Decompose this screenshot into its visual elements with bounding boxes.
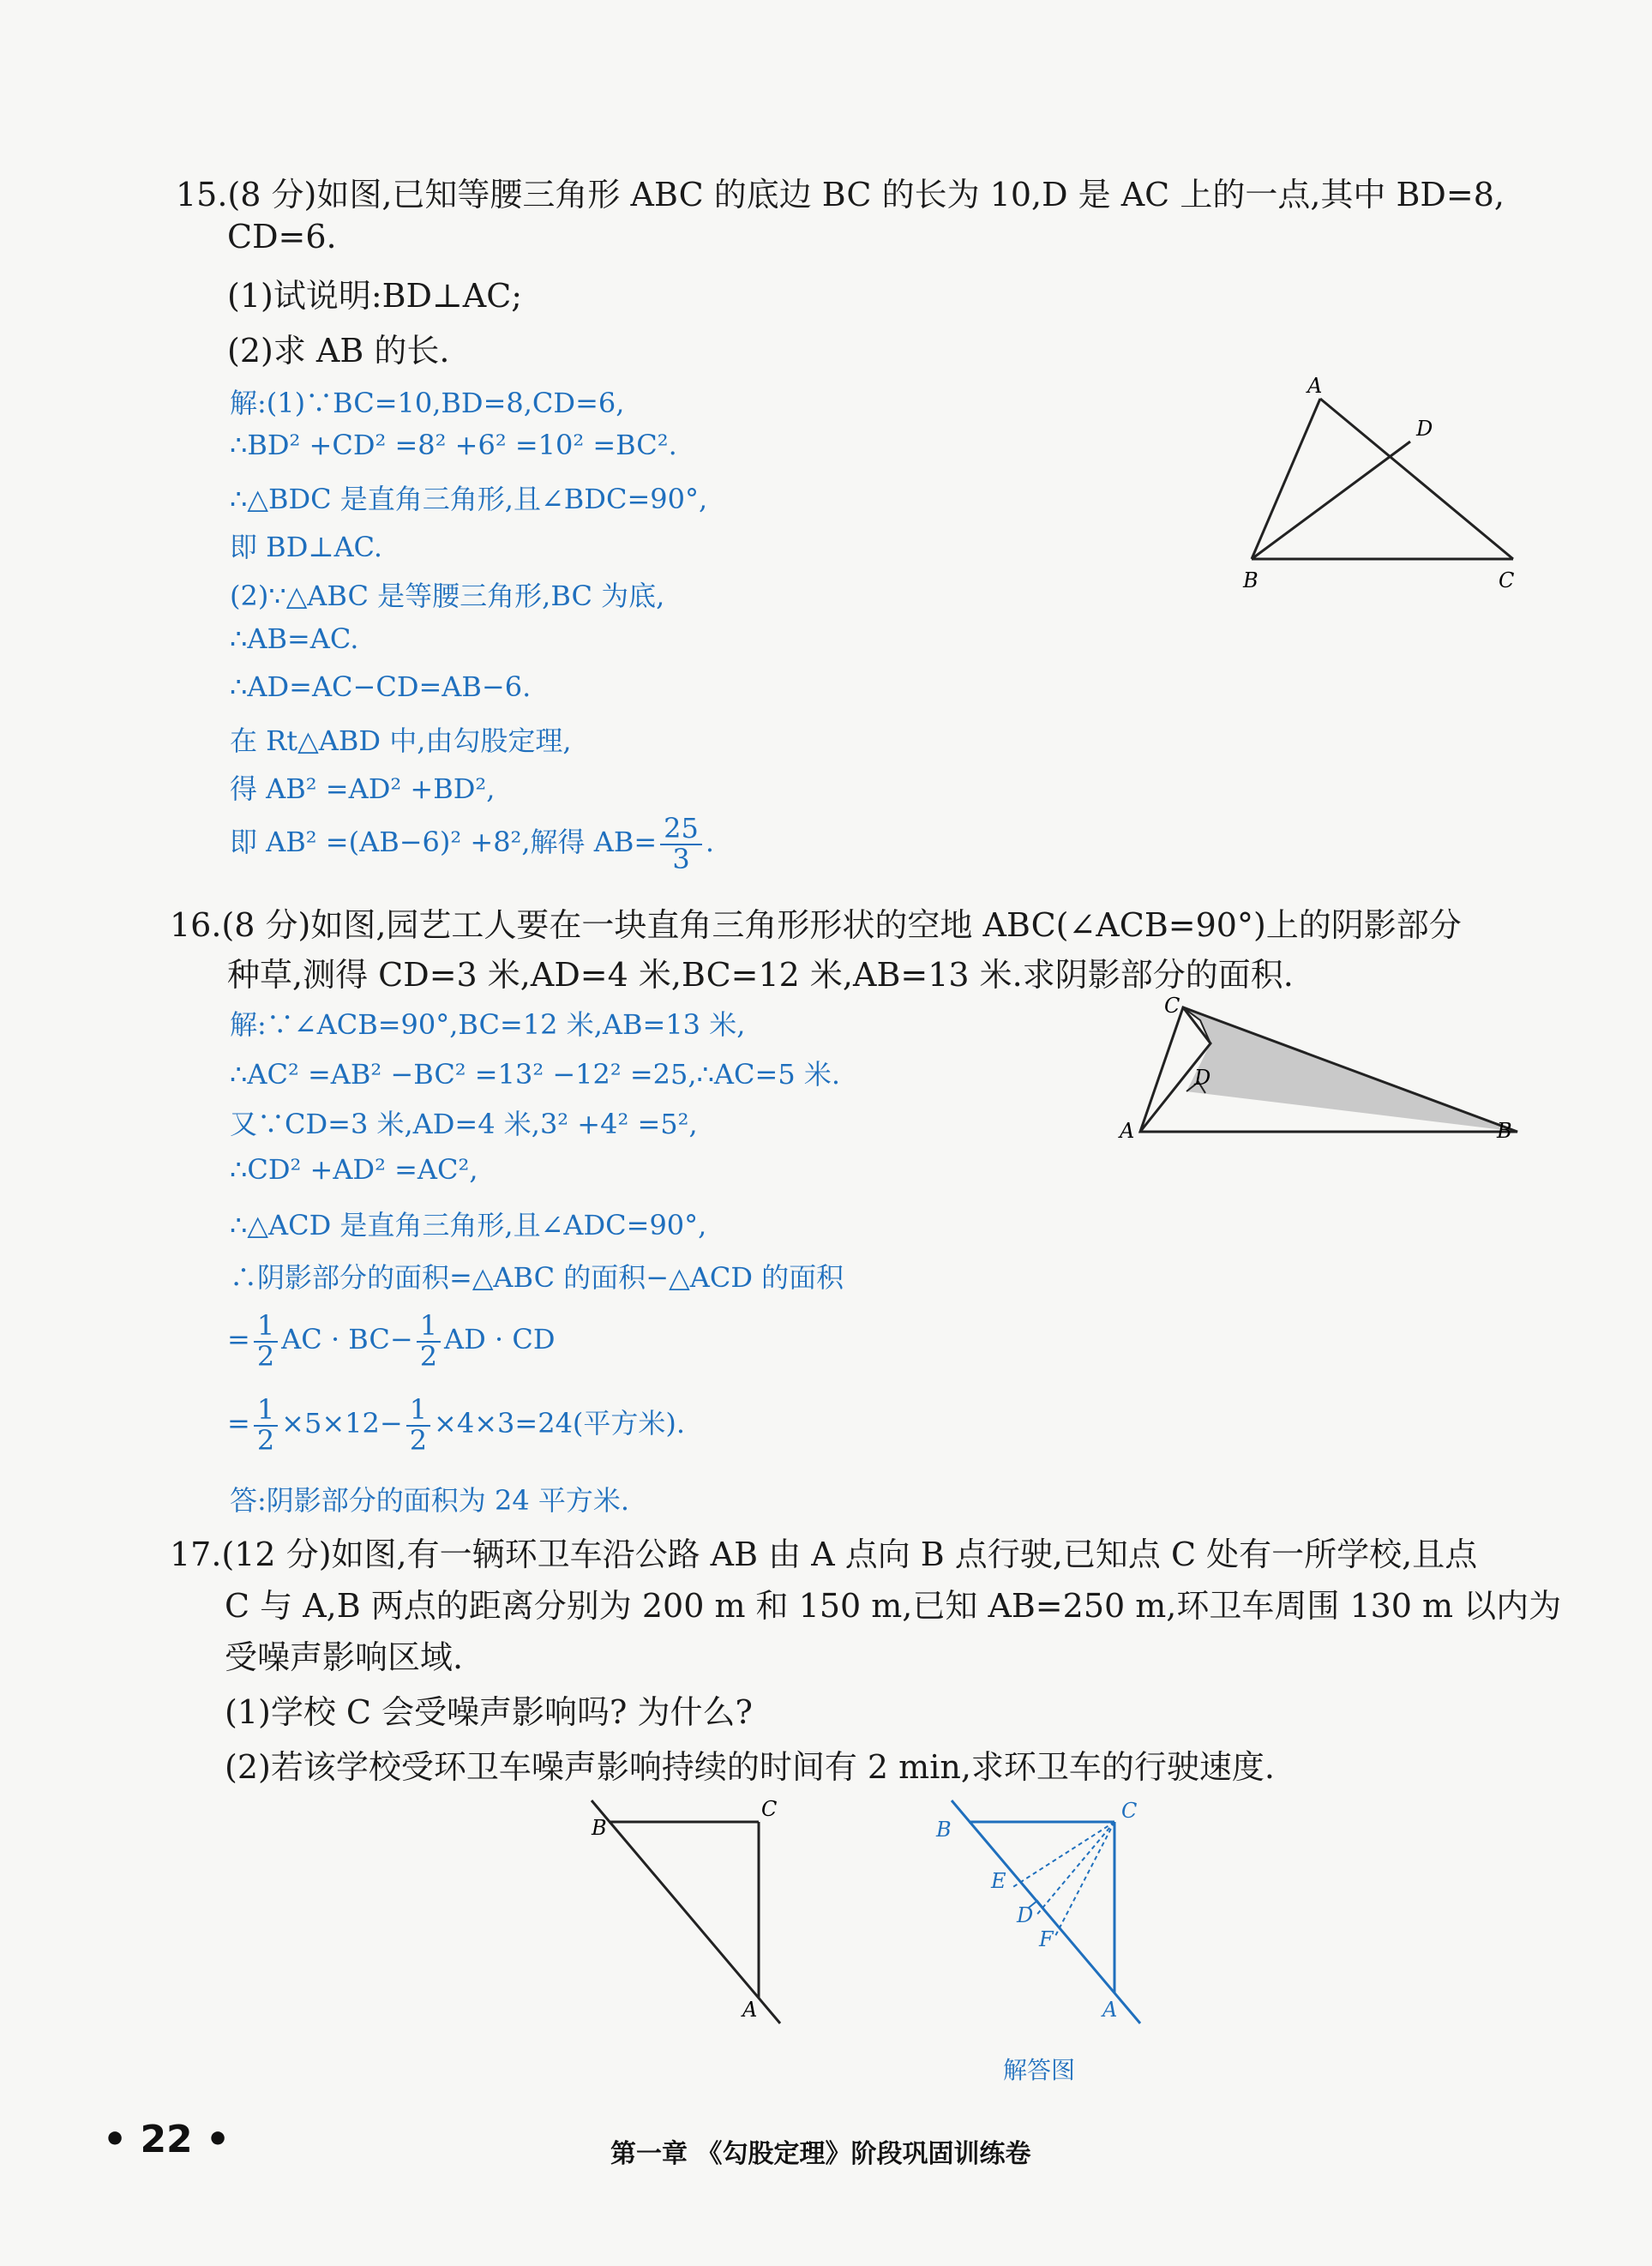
label-f: F	[1039, 1927, 1054, 1951]
fraction	[660, 814, 702, 874]
eq-middle: ×5×12−	[281, 1407, 403, 1440]
label-c: C	[1164, 994, 1180, 1018]
label-a: A	[1307, 374, 1323, 398]
q15-sol-line: (2)∵△ABC 是等腰三角形,BC 为底,	[230, 580, 665, 612]
fraction-numerator: 1	[254, 1396, 278, 1427]
label-b: B	[936, 1818, 952, 1842]
eq-prefix: =	[227, 1407, 250, 1440]
q16-sol-line: ∴△ACD 是直角三角形,且∠ADC=90°,	[230, 1209, 707, 1241]
fraction-half	[417, 1309, 441, 1373]
q15-part2: (2)求 AB 的长.	[227, 332, 450, 370]
q16-figure	[1114, 994, 1526, 1149]
segment-cf	[1054, 1822, 1114, 1938]
label-b: B	[1497, 1119, 1512, 1143]
fraction-denominator: 2	[256, 1339, 275, 1373]
q16-sol-line: ∴阴影部分的面积=△ABC 的面积−△ACD 的面积	[230, 1261, 844, 1294]
label-c: C	[1499, 568, 1515, 592]
label-a: A	[1120, 1119, 1135, 1143]
fraction-half	[254, 1393, 278, 1457]
label-d: D	[1416, 417, 1433, 441]
label-a: A	[1102, 1998, 1118, 2022]
q17-figure-1	[583, 1792, 797, 2032]
eq-middle: AC · BC−	[281, 1323, 413, 1356]
q16-sol-line: ∴CD² +AD² =AC²,	[230, 1153, 478, 1186]
fraction-numerator: 1	[406, 1396, 430, 1427]
fraction-numerator: 25	[660, 814, 702, 845]
label-a: A	[742, 1998, 758, 2022]
q17-line2: C 与 A,B 两点的距离分别为 200 m 和 150 m,已知 AB=250 m,环卫车周围 130 m 以内为	[225, 1587, 1562, 1625]
q15-sol-last	[230, 814, 714, 874]
q17-line1: 17.(12 分)如图,有一辆环卫车沿公路 AB 由 A 点向 B 点行驶,已知点 C 处有一所学校,且点	[170, 1536, 1478, 1573]
fraction-numerator: 1	[254, 1312, 278, 1343]
q15-sol-line: ∴AD=AC−CD=AB−6.	[230, 670, 532, 703]
fraction-half	[406, 1393, 430, 1457]
q16-line2: 种草,测得 CD=3 米,AD=4 米,BC=12 米,AB=13 米.求阴影部分的面积.	[227, 956, 1294, 994]
label-d: D	[1194, 1066, 1211, 1090]
segment-ce	[1012, 1822, 1114, 1888]
page-number: • 22 •	[103, 2118, 231, 2161]
q15-sol-line: 解:(1)∵BC=10,BD=8,CD=6,	[230, 387, 625, 419]
q15-part1: (1)试说明:BD⊥AC;	[227, 277, 523, 315]
q15-sol-line: 在 Rt△ABD 中,由勾股定理,	[230, 724, 572, 757]
q16-sol-line: 解:∵∠ACB=90°,BC=12 米,AB=13 米,	[230, 1008, 746, 1041]
q16-eq1	[227, 1309, 556, 1373]
q15-line1: 15.(8 分)如图,已知等腰三角形 ABC 的底边 BC 的长为 10,D 是 AC 上的一点,其中 BD=8,	[176, 176, 1505, 213]
fraction-half	[254, 1309, 278, 1373]
fraction-numerator: 1	[417, 1312, 441, 1343]
eq-prefix: =	[227, 1323, 250, 1356]
q17-figure-caption: 解答图	[1003, 2056, 1076, 2084]
q15-sol-line: ∴BD² +CD² =8² +6² =10² =BC².	[230, 429, 677, 461]
eq-end: ×4×3=24(平方米).	[434, 1407, 686, 1440]
eq-end: AD · CD	[444, 1323, 556, 1356]
label-b: B	[592, 1816, 607, 1840]
q15-sol-line: 即 BD⊥AC.	[230, 531, 383, 563]
q15-figure	[1234, 374, 1526, 592]
road-ab	[952, 1800, 1140, 2023]
q17-figure-2	[934, 1792, 1157, 2032]
q15-sol-last-pre: 即 AB² =(AB−6)² +8²,解得 AB=	[230, 826, 658, 859]
q15-line2: CD=6.	[227, 218, 337, 255]
label-b: B	[1243, 568, 1259, 592]
q15-sol-line: 得 AB² =AD² +BD²,	[230, 772, 496, 805]
q16-sol-line: ∴AC² =AB² −BC² =13² −12² =25,∴AC=5 米.	[230, 1058, 841, 1091]
fraction-denominator: 2	[256, 1423, 275, 1457]
fraction-denominator: 2	[419, 1339, 438, 1373]
q16-answer: 答:阴影部分的面积为 24 平方米.	[230, 1484, 630, 1517]
label-c: C	[761, 1797, 778, 1821]
fraction-denominator: 3	[672, 842, 690, 875]
label-e: E	[991, 1869, 1006, 1893]
q15-sol-line: ∴AB=AC.	[230, 622, 359, 655]
label-c: C	[1121, 1799, 1138, 1823]
q16-line1: 16.(8 分)如图,园艺工人要在一块直角三角形形状的空地 ABC(∠ACB=90°)上的阴影部分	[170, 906, 1462, 944]
q16-sol-line: 又∵CD=3 米,AD=4 米,3² +4² =5²,	[230, 1108, 698, 1140]
fraction-denominator: 2	[409, 1423, 428, 1457]
q15-sol-line: ∴△BDC 是直角三角形,且∠BDC=90°,	[230, 483, 708, 515]
q17-line3: 受噪声影响区域.	[225, 1638, 464, 1676]
q16-eq2	[227, 1393, 686, 1457]
segment-cd	[1036, 1822, 1114, 1916]
q17-part2: (2)若该学校受环卫车噪声影响持续的时间有 2 min,求环卫车的行驶速度.	[225, 1748, 1275, 1786]
footer-title: 第一章 《勾股定理》阶段巩固训练卷	[610, 2139, 1031, 2169]
label-d: D	[1017, 1903, 1034, 1927]
q17-part1: (1)学校 C 会受噪声影响吗? 为什么?	[225, 1693, 753, 1731]
road-ab	[592, 1800, 780, 2023]
q15-sol-last-post: .	[705, 826, 715, 859]
